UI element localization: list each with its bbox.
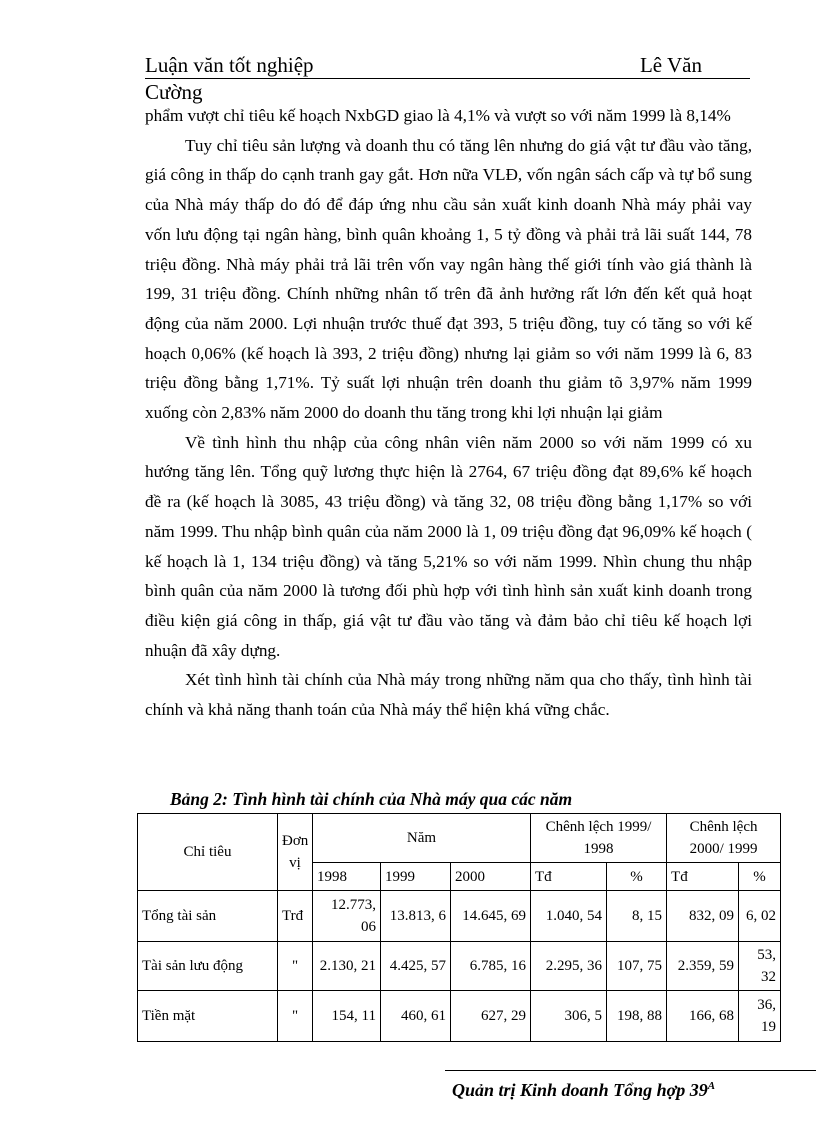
header-pct-1: % <box>607 863 667 891</box>
row-indicator: Tài sản lưu động <box>138 942 278 991</box>
table-row <box>138 991 781 1042</box>
cell-1998: 2.130, 21 <box>313 942 381 991</box>
table-row <box>138 891 781 942</box>
header-diff-1999-1998: Chênh lệch 1999/ 1998 <box>531 814 667 863</box>
header-diff-2000-1999: Chênh lệch 2000/ 1999 <box>667 814 781 863</box>
header-1998: 1998 <box>313 863 381 891</box>
paragraph-2: Tuy chỉ tiêu sản lượng và doanh thu có tăng lên nhưng do giá vật tư đầu vào tăng, giá công in thấp do cạnh tranh gay gắt. Hơn nữa VLĐ, vốn ngân sách cấp và tự bổ sung của Nhà máy thấp do đó để đáp ứng nhu cầu sản xuất kinh doanh Nhà máy phải vay vốn lưu động tại ngân hàng, bình quân khoảng 1, 5 tỷ đồng và phải trả lãi suất 144, 78 triệu đồng. Nhà máy phải trả lãi trên vốn vay ngân hàng thế giới tính vào giá thành là 199, 31 triệu đồng. Chính những nhân tố trên đã ảnh hưởng rất lớn đến kết quả hoạt động của năm 2000. Lợi nhuận trước thuế đạt 393, 5 triệu đồng, tuy có tăng so với kế hoạch 0,06% (kế hoạch là 393, 2 triệu đồng) nhưng lại giảm so với năm 1999 là 6, 83 triệu đồng bằng 1,71%. Tỷ suất lợi nhuận trên doanh thu giảm tõ 3,97% năm 1999 xuống còn 2,83% năm 2000 do doanh thu tăng trong khi lợi nhuận lại giảm <box>145 135 752 423</box>
cell-td-2: 2.359, 59 <box>667 942 739 991</box>
header-year: Năm <box>313 814 531 863</box>
table-header-row <box>138 814 781 863</box>
cell-pct-2: 53, 32 <box>739 942 781 991</box>
footer-rule <box>445 1070 816 1071</box>
footer-text: Quản trị Kinh doanh Tổng hợp 39 <box>452 1080 708 1100</box>
cell-2000: 6.785, 16 <box>451 942 531 991</box>
cell-td-2: 166, 68 <box>667 991 739 1042</box>
header-td-2: Tđ <box>667 863 739 891</box>
header-1999: 1999 <box>381 863 451 891</box>
body-text <box>145 101 752 725</box>
cell-td-1: 2.295, 36 <box>531 942 607 991</box>
cell-td-2: 832, 09 <box>667 891 739 942</box>
header-title: Luận văn tốt nghiệp <box>145 53 314 77</box>
cell-1998: 154, 11 <box>313 991 381 1042</box>
header-td-1: Tđ <box>531 863 607 891</box>
row-unit: " <box>278 942 313 991</box>
paragraph-1: phẩm vượt chỉ tiêu kế hoạch NxbGD giao là 4,1% và vượt so với năm 1999 là 8,14% <box>145 106 731 125</box>
header-unit: Đơn vị <box>278 814 313 891</box>
cell-pct-1: 8, 15 <box>607 891 667 942</box>
cell-2000: 627, 29 <box>451 991 531 1042</box>
header-pct-2: % <box>739 863 781 891</box>
header-indicator: Chỉ tiêu <box>138 814 278 891</box>
cell-pct-1: 107, 75 <box>607 942 667 991</box>
page-footer <box>452 1074 715 1102</box>
cell-td-1: 1.040, 54 <box>531 891 607 942</box>
cell-pct-1: 198, 88 <box>607 991 667 1042</box>
cell-1998: 12.773, 06 <box>313 891 381 942</box>
cell-2000: 14.645, 69 <box>451 891 531 942</box>
cell-pct-2: 36, 19 <box>739 991 781 1042</box>
row-indicator: Tổng tài sản <box>138 891 278 942</box>
header-author: Lê Văn <box>639 53 702 77</box>
header-author-continuation: Cường <box>145 80 203 104</box>
cell-td-1: 306, 5 <box>531 991 607 1042</box>
paragraph-4: Xét tình hình tài chính của Nhà máy trong những năm qua cho thấy, tình hình tài chính và khả năng thanh toán của Nhà máy thể hiện khá vững chắc. <box>145 670 752 720</box>
cell-1999: 13.813, 6 <box>381 891 451 942</box>
row-indicator: Tiền mặt <box>138 991 278 1042</box>
cell-1999: 460, 61 <box>381 991 451 1042</box>
table-row <box>138 942 781 991</box>
financial-table <box>137 813 781 1042</box>
page-header <box>145 52 750 79</box>
footer-superscript: A <box>707 1080 716 1092</box>
paragraph-3: Về tình hình thu nhập của công nhân viên năm 2000 so với năm 1999 có xu hướng tăng lên. Tổng quỹ lương thực hiện là 2764, 67 triệu đồng đạt 89,6% kế hoạch đề ra (kế hoạch là 3085, 43 triệu đồng) và tăng 32, 08 triệu đồng bằng 1,17% so với năm 1999. Thu nhập bình quân của năm 2000 là 1, 09 triệu đồng đạt 96,09% kế hoạch ( kế hoạch là 1, 134 triệu đồng) và tăng 5,21% so với năm 1999. Nhìn chung thu nhập bình quân của năm 2000 là tương đối phù hợp với tình hình sản xuất kinh doanh trong điều kiện giá công in thấp, giá vật tư đầu vào tăng và đảm bảo chỉ tiêu kế hoạch lợi nhuận đã xây dựng. <box>145 432 752 660</box>
row-unit: Trđ <box>278 891 313 942</box>
row-unit: " <box>278 991 313 1042</box>
cell-1999: 4.425, 57 <box>381 942 451 991</box>
table-caption: Bảng 2: Tình hình tài chính của Nhà máy qua các năm <box>170 789 573 809</box>
header-2000: 2000 <box>451 863 531 891</box>
cell-pct-2: 6, 02 <box>739 891 781 942</box>
